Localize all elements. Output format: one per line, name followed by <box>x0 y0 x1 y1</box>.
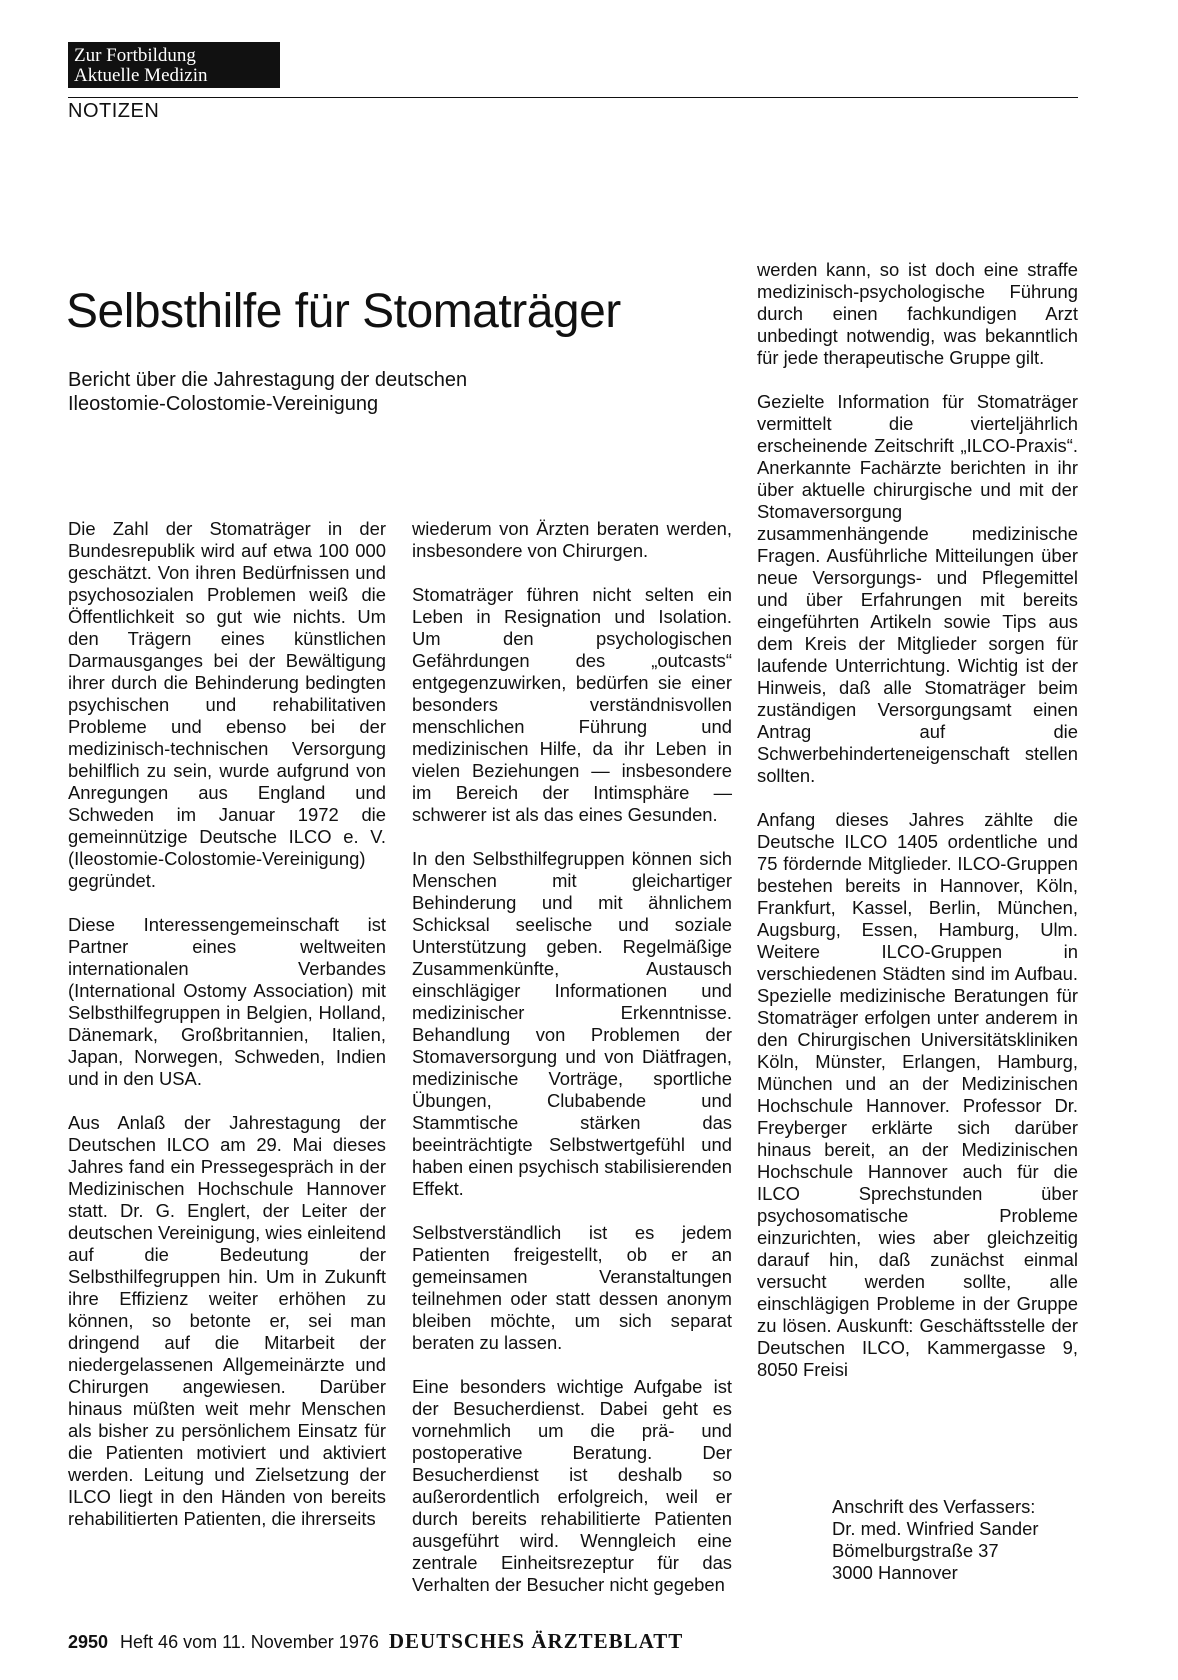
page-footer <box>68 1630 683 1653</box>
paragraph: wiederum von Ärzten beraten werden, insbesondere von Chirurgen. <box>412 518 732 561</box>
address-city: 3000 Hannover <box>832 1562 958 1583</box>
address-label: Anschrift des Verfassers: <box>832 1496 1036 1517</box>
paragraph: Aus Anlaß der Jahrestagung der Deutschen ILCO am 29. Mai dieses Jahres fand ein Pressegespräch in der Medizinischen Hochschule Hannover statt. Dr. G. Englert, der Leiter der deutschen Vereinigung, wies einleitend auf die Bedeutung der Selbsthilfegruppen hin. Um in Zukunft ihre Effizienz weiter erhöhen zu können, so betonte er, sei man dringend auf die Mitarbeit der niedergelassenen Allgemeinärzte und Chirurgen angewiesen. Darüber hinaus müßten weit mehr Menschen als bisher zu persönlichem Einsatz für die Patienten motiviert und aktiviert werden. Leitung und Zielsetzung der ILCO liegt in den Händen von bereits rehabilitierten Patienten, die ihrerseits <box>68 1112 386 1529</box>
issue-info: Heft 46 vom 11. November 1976 <box>120 1632 379 1652</box>
rubric-line-2: Aktuelle Medizin <box>74 65 208 86</box>
paragraph: Eine besonders wichtige Aufgabe ist der Besucherdienst. Dabei geht es vornehmlich um die prä- und postoperative Beratung. Der Besucherdienst ist deshalb so außerordentlich erfolgreich, weil er durch bereits rehabilitierte Patienten ausgeführt wird. Wenngleich eine zentrale Einheitsrezeptur für das Verhalten der Besucher nicht gegeben <box>412 1376 732 1595</box>
article-subtitle <box>68 368 568 416</box>
paragraph: Die Zahl der Stomaträger in der Bundesrepublik wird auf etwa 100 000 geschätzt. Von ihren Bedürfnissen und psychosozialen Problemen weiß die Öffentlichkeit so gut wie nichts. Um den Trägern eines künstlichen Darmausganges bei der Bewältigung ihrer durch die Behinderung bedingten psychischen und rehabilitativen Probleme und ebenso bei der medizinisch-technischen Versorgung behilflich zu sein, wurde aufgrund von Anregungen aus England und Schweden im Januar 1972 die gemeinnützige Deutsche ILCO e. V. (Ileostomie-Colostomie-Vereinigung) gegründet. <box>68 518 386 891</box>
address-street: Bömelburgstraße 37 <box>832 1540 999 1561</box>
publication-name: DEUTSCHES ÄRZTEBLATT <box>388 1629 684 1653</box>
paragraph: In den Selbsthilfegruppen können sich Menschen mit gleichartiger Behinderung und mit ähnlichem Schicksal seelische und soziale Unterstützung geben. Regelmäßige Zusammenkünfte, Austausch einschlägiger Informationen und medizinischer Erkenntnisse. Behandlung von Problemen der Stomaversorgung und von Diätfragen, medizinische Vorträge, sportliche Übungen, Clubabende und Stammtische stärken das beeinträchtigte Selbstwertgefühl und haben einen psychisch stabilisierenden Effekt. <box>412 848 733 1199</box>
text-column-3 <box>757 259 1078 1403</box>
paragraph: Gezielte Information für Stomaträger vermittelt die vierteljährlich erscheinende Zeitschrift „ILCO-Praxis“. Anerkannte Fachärzte berichten in ihr über aktuelle chirurgische und mit der Stomaversorgung zusammenhängende medizinische Fragen. Ausführliche Mitteilungen über neue Versorgungs- und Pflegemittel und über Erfahrungen mit bereits eingeführten Artikeln sowie Tips aus dem Kreis der Mitglieder sorgen für laufende Unterrichtung. Wichtig ist der Hinweis, daß alle Stomaträger beim zuständigen Versorgungsamt einen Antrag auf die Schwerbehinderteneigenschaft stellen sollten. <box>757 391 1078 786</box>
section-label: NOTIZEN <box>68 100 160 122</box>
header-rule <box>68 97 1078 98</box>
author-address <box>832 1496 1038 1584</box>
paragraph: Anfang dieses Jahres zählte die Deutsche ILCO 1405 ordentliche und 75 fördernde Mitglieder. ILCO-Gruppen bestehen bereits in Hannover, Köln, Frankfurt, Kassel, Berlin, München, Augsburg, Essen, Hamburg, Ulm. Weitere ILCO-Gruppen in verschiedenen Städten sind im Aufbau. Spezielle medizinische Beratungen für Stomaträger erfolgen unter anderem in den Chirurgischen Universitätskliniken Köln, Münster, Erlangen, Hamburg, München und an der Medizinischen Hochschule Hannover. Professor Dr. Freyberger erklärte sich darüber hinaus bereit, an der Medizinischen Hochschule Hannover auch für die ILCO Sprechstunden über psychosomatische Probleme einzurichten, wies aber gleichzeitig darauf hin, daß zunächst einmal versucht werden sollte, alle einschlägigen Probleme in der Gruppe zu lösen. Auskunft: Geschäftsstelle der Deutschen ILCO, Kammergasse 9, 8050 Freisi <box>757 809 1078 1380</box>
subtitle-line-1: Bericht über die Jahrestagung der deutschen <box>68 369 468 391</box>
author-name: Dr. med. Winfried Sander <box>832 1518 1039 1539</box>
paragraph: werden kann, so ist doch eine straffe medizinisch-psychologische Führung durch einen fachkundigen Arzt unbedingt notwendig, was bekanntlich für jede therapeutische Gruppe gilt. <box>757 259 1078 368</box>
text-column-1 <box>68 518 386 1552</box>
article-title: Selbsthilfe für Stomaträger <box>66 285 621 339</box>
paragraph: Stomaträger führen nicht selten ein Leben in Resignation und Isolation. Um den psychologischen Gefährdungen des „outcasts“ entgegenzuwirken, bedürfen sie einer besonders verständnisvollen menschlichen Führung und medizinischen Hilfe, da ihr Leben in vielen Beziehungen — insbesondere im Bereich der Intimsphäre — schwerer ist als das eines Gesunden. <box>412 584 732 825</box>
paragraph: Selbstverständlich ist es jedem Patienten freigestellt, ob er an gemeinsamen Veranstaltungen teilnehmen oder statt dessen anonym bleiben möchte, um sich separat beraten zu lassen. <box>412 1222 732 1353</box>
rubric-label <box>68 42 280 88</box>
rubric-line-1: Zur Fortbildung <box>74 45 196 66</box>
page-number: 2950 <box>68 1632 109 1652</box>
text-column-2 <box>412 518 732 1618</box>
subtitle-line-2: Ileostomie-Colostomie-Vereinigung <box>68 393 379 415</box>
paragraph: Diese Interessengemeinschaft ist Partner eines weltweiten internationalen Verbandes (International Ostomy Association) mit Selbsthilfegruppen in Belgien, Holland, Dänemark, Großbritannien, Italien, Japan, Norwegen, Schweden, Indien und in den USA. <box>68 914 386 1089</box>
